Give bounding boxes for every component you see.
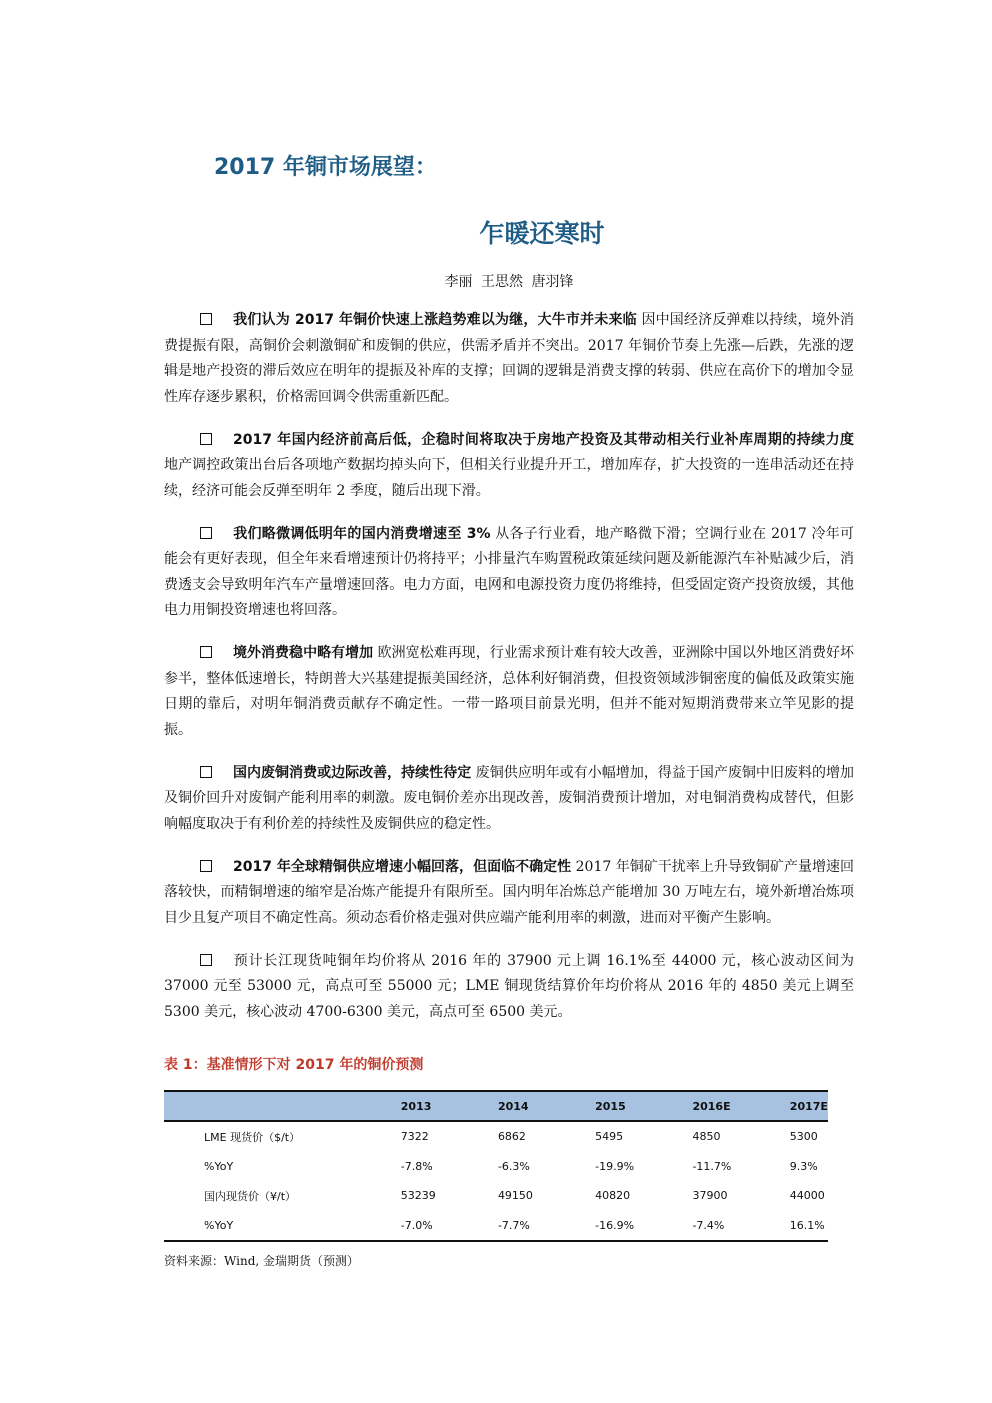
column-header: 2013 [401, 1091, 498, 1121]
table-cell: 40820 [595, 1189, 631, 1203]
checkbox-bullet-icon [200, 646, 212, 658]
summary-point [164, 761, 854, 838]
row-label: %YoY [204, 1159, 234, 1173]
column-header: 2015 [595, 1091, 692, 1121]
table-row [164, 1181, 828, 1211]
table-header-row [164, 1091, 828, 1121]
checkbox-bullet-icon [200, 954, 212, 966]
column-header: 2016E [692, 1091, 789, 1121]
table-cell: -7.8% [400, 1159, 433, 1173]
table-cell: -16.9% [595, 1211, 692, 1242]
table-row [164, 1211, 828, 1242]
table-cell: -6.3% [497, 1159, 530, 1173]
table-cell: 16.1% [790, 1211, 828, 1242]
table-cell: -11.7% [692, 1159, 732, 1173]
table-cell: 53239 [400, 1189, 436, 1203]
point-text: 因中国经济反弹难以持续，境外消费提振有限，高铜价会刺激铜矿和废铜的供应，供需矛盾并不突出。2017 年铜价节奏上先涨—后跌，先涨的逻辑是地产投资的滞后效应在明年的提振及补库的支撑；回调的逻辑是消费支撑的转弱、供应在高价下的增加令显性库存逐步累积，价格需回调令供需重新匹配。 [164, 312, 854, 405]
source-note: 资料来源：Wind, 金瑞期货（预测） [164, 1254, 360, 1268]
summary-point [164, 855, 854, 932]
table-cell: 4850 [692, 1130, 721, 1144]
checkbox-bullet-icon [200, 313, 212, 325]
report-title: 2017 年铜市场展望： [214, 155, 437, 180]
column-header [164, 1091, 401, 1121]
point-text: 欧洲宽松难再现，行业需求预计难有较大改善，亚洲除中国以外地区消费好坏参半，整体低速增长，特朗普大兴基建提振美国经济，总体利好铜消费，但投资领域涉铜密度的偏低及政策实施日期的靠后，对明年铜消费贡献存不确定性。一带一路项目前景光明，但并不能对短期消费带来立竿见影的提振。 [164, 645, 855, 738]
point-text: 2017 年铜矿干扰率上升导致铜矿产量增速回落较快，而精铜增速的缩窄是冶炼产能提升有限所至。国内明年冶炼总产能增加 30 万吨左右，境外新增冶炼项目少且复产项目不确定性高。须动态看价格走强对供应端产能利用率的刺激，进而对平衡产生影响。 [164, 858, 854, 926]
point-heading: 国内废铜消费或边际改善，持续性待定 [233, 764, 472, 781]
point-text: 从各子行业看，地产略微下滑；空调行业在 2017 冷年可能会有更好表现，但全年来看增速预计仍将持平；小排量汽车购置税政策延续问题及新能源汽车补贴减少后，消费透支会导致明年汽车产量增速回落。电力方面，电网和电源投资力度仍将维持，但受固定资产投资放缓，其他电力用铜投资增速也将回落。 [164, 525, 854, 618]
table-cell: -19.9% [595, 1159, 635, 1173]
authors: 李丽 王思然 唐羽锋 [444, 274, 574, 290]
table-cell: -7.7% [498, 1211, 595, 1242]
table-cell: 37900 [692, 1189, 728, 1203]
column-header: 2014 [498, 1091, 595, 1121]
point-text: 地产调控政策出台后各项地产数据均掉头向下，但相关行业提升开工，增加库存，扩大投资的一连串活动还在持续，经济可能会反弹至明年 2 季度，随后出现下滑。 [164, 457, 854, 499]
table-cell: -7.4% [692, 1211, 789, 1242]
point-heading: 我们略微调低明年的国内消费增速至 3% [233, 525, 491, 542]
row-label: LME 现货价（$/t） [204, 1130, 301, 1144]
summary-point [164, 522, 854, 624]
point-text: 废铜供应明年或有小幅增加，得益于国产废铜中旧废料的增加及铜价回升对废铜产能利用率的刺激。废电铜价差亦出现改善，废铜消费预计增加，对电铜消费构成替代，但影响幅度取决于有利价差的持续性及废铜供应的稳定性。 [164, 764, 854, 832]
point-heading: 境外消费稳中略有增加 [233, 645, 374, 661]
summary-point [164, 641, 854, 743]
table-cell: 44000 [789, 1189, 825, 1203]
table-cell: 5300 [789, 1130, 818, 1144]
table-cell: 5495 [595, 1130, 624, 1144]
checkbox-bullet-icon [200, 433, 212, 445]
point-heading: 2017 年国内经济前高后低，企稳时间将取决于房地产投资及其带动相关行业补库周期的持续力度 [233, 431, 854, 448]
table-row [164, 1152, 828, 1182]
summary-point [164, 428, 854, 505]
row-label: %YoY [164, 1211, 401, 1242]
checkbox-bullet-icon [200, 860, 212, 872]
table-cell: 9.3% [789, 1159, 818, 1173]
column-header: 2017E [790, 1091, 828, 1121]
table-cell: -7.0% [401, 1211, 498, 1242]
summary-points [164, 308, 854, 1043]
row-label: 国内现货价（¥/t） [204, 1189, 297, 1203]
checkbox-bullet-icon [200, 527, 212, 539]
table-row [164, 1121, 828, 1152]
report-subtitle: 乍暖还寒时 [479, 219, 605, 248]
summary-point [164, 949, 854, 1026]
table-caption: 表 1：基准情形下对 2017 年的铜价预测 [164, 1057, 424, 1073]
table-cell: 7322 [400, 1130, 429, 1144]
table-cell: 6862 [497, 1130, 526, 1144]
table-cell: 49150 [497, 1189, 533, 1203]
summary-point [164, 308, 854, 410]
copper-price-forecast-table [164, 1090, 828, 1242]
point-heading: 2017 年全球精铜供应增速小幅回落，但面临不确定性 [233, 858, 572, 875]
checkbox-bullet-icon [200, 766, 212, 778]
point-heading: 我们认为 2017 年铜价快速上涨趋势难以为继，大牛市并未来临 [233, 312, 637, 328]
point-text: 预计长江现货吨铜年均价将从 2016 年的 37900 元上调 16.1%至 44000 元，核心波动区间为 37000 元至 53000 元，高点可至 55000 元；LME 铜现货结算价年均价将从 2016 年的 4850 美元上调至 5300 美元，核心波动 4700-6300 美元，高点可至 6500 美元。 [164, 952, 854, 1020]
